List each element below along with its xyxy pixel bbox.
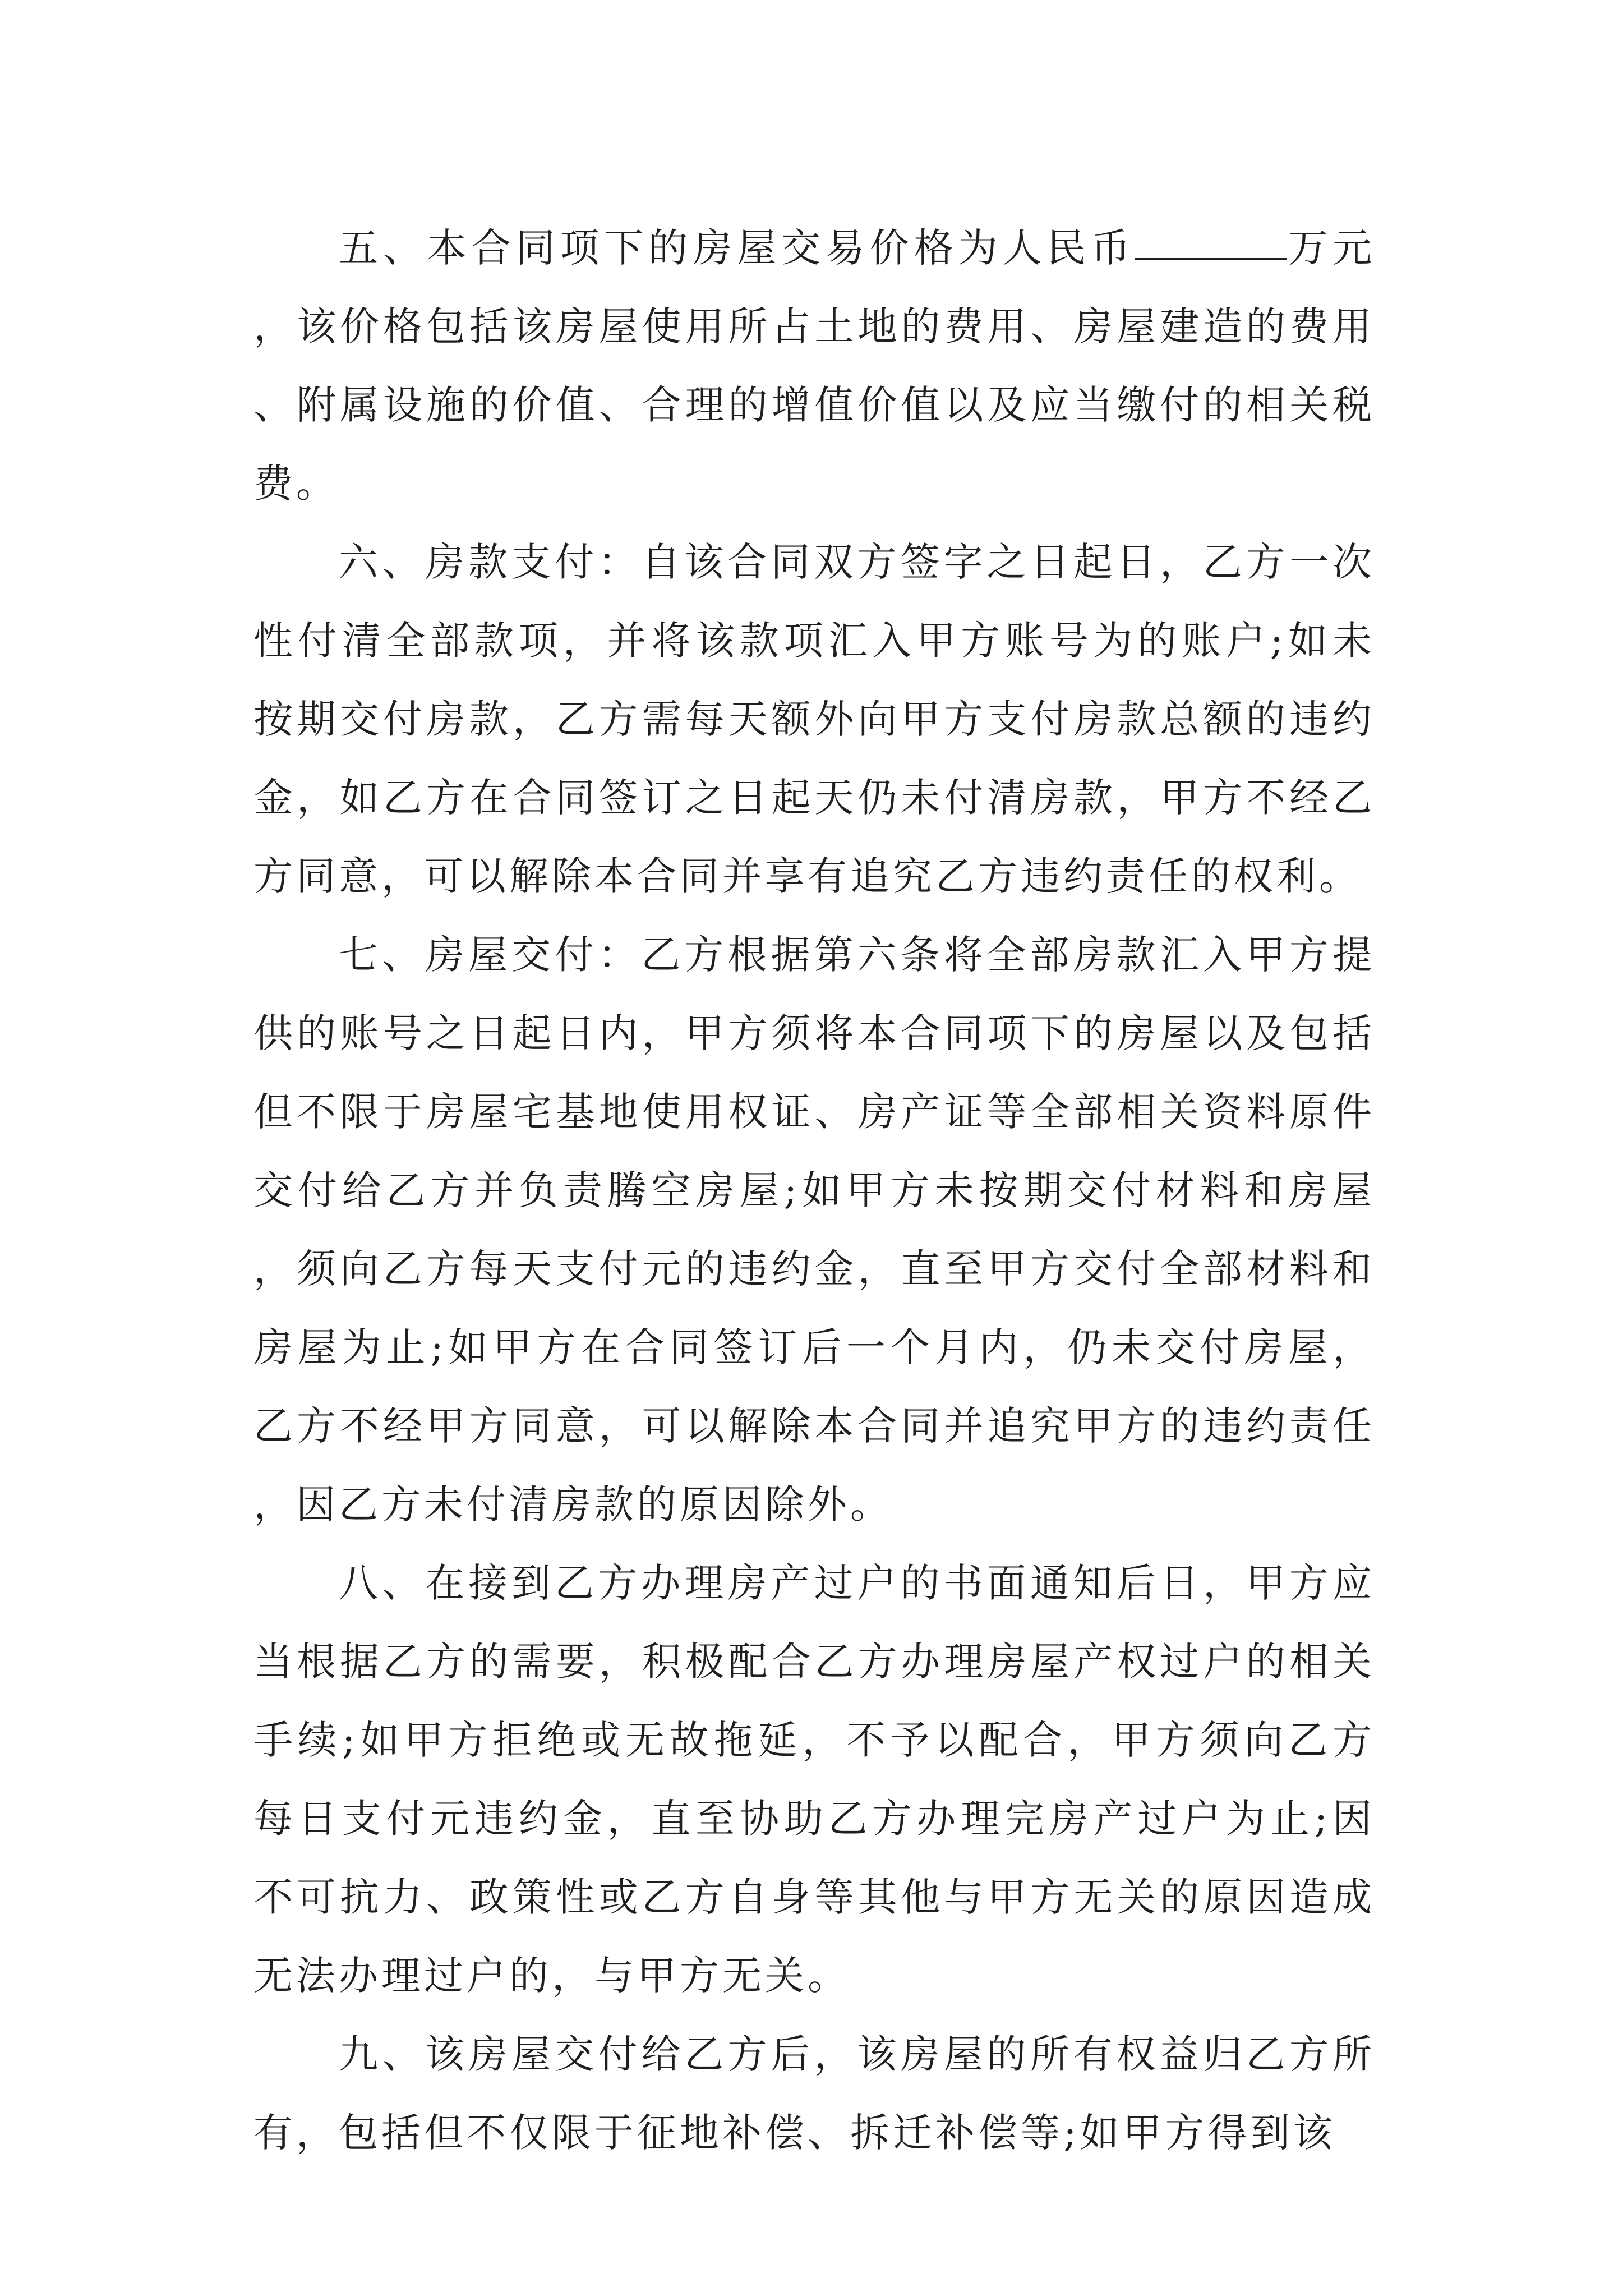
article-7-paragraph: 七、房屋交付：乙方根据第六条将全部房款汇入甲方提供的账号之日起日内，甲方须将本合同项下的房屋以及包括但不限于房屋宅基地使用权证、房产证等全部相关资料原件交付给乙方并负责腾空房屋;如甲方未按期交付材料和房屋，须向乙方每天支付元的违约金，直至甲方交付全部材料和房屋为止;如甲方在合同签订后一个月内，仍未交付房屋，乙方不经甲方同意，可以解除本合同并追究甲方的违约责任，因乙方未付清房款的原因除外。 — [253, 932, 1375, 1527]
article-5-text-after-blank: 万元，该价格包括该房屋使用所占土地的费用、房屋建造的费用、附属设施的价值、合理的增值价值以及应当缴付的相关税费。 — [253, 225, 1376, 507]
article-5-text-before-blank: 五、本合同项下的房屋交易价格为人民币 — [339, 225, 1136, 271]
article-9-paragraph: 九、该房屋交付给乙方后，该房屋的所有权益归乙方所有，包括但不仅限于征地补偿、拆迁补偿等;如甲方得到该 — [253, 2031, 1375, 2156]
contract-body — [253, 209, 1375, 2172]
article-6-paragraph: 六、房款支付：自该合同双方签字之日起日，乙方一次性付清全部款项，并将该款项汇入甲方账号为的账户;如未按期交付房款，乙方需每天额外向甲方支付房款总额的违约金，如乙方在合同签订之日起天仍未付清房款，甲方不经乙方同意，可以解除本合同并享有追究乙方违约责任的权利。 — [253, 539, 1375, 899]
article-5-paragraph — [253, 209, 1375, 523]
article-8-paragraph: 八、在接到乙方办理房产过户的书面通知后日，甲方应当根据乙方的需要，积极配合乙方办理房屋产权过户的相关手续;如甲方拒绝或无故拖延，不予以配合，甲方须向乙方每日支付元违约金，直至协助乙方办理完房产过户为止;因不可抗力、政策性或乙方自身等其他与甲方无关的原因造成无法办理过户的，与甲方无关。 — [253, 1560, 1375, 1999]
price-blank-line — [1135, 257, 1287, 260]
